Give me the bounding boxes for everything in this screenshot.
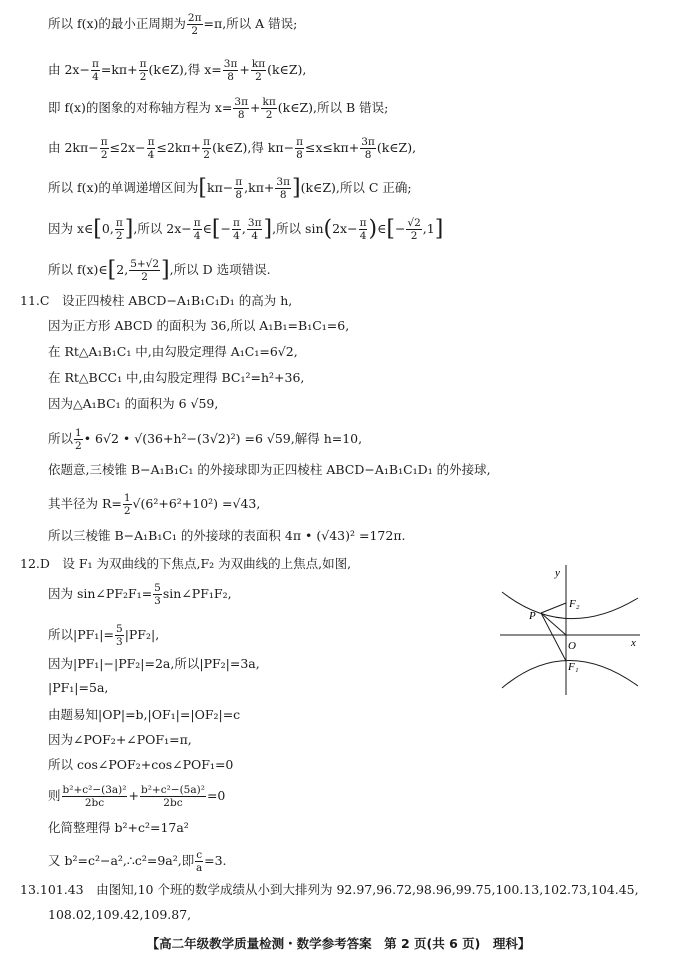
bracket: ]	[263, 216, 273, 242]
text: 2x−	[332, 221, 358, 236]
fraction: $\frac{\pi}{8}$	[235, 176, 243, 201]
fraction: $\frac{3\pi}{8}$	[361, 136, 375, 161]
q11-line: 在 Rt△A₁B₁C₁ 中,由勾股定理得 A₁C₁=6√2,	[48, 344, 298, 359]
text: ,	[241, 221, 246, 236]
text: 则	[48, 788, 61, 803]
q12-line	[48, 623, 159, 648]
page-footer: 【高二年级教学质量检测・数学参考答案 第 2 页(共 6 页) 理科】	[146, 936, 531, 951]
bracket: [	[198, 175, 207, 201]
fraction: $\frac{3\pi}{8}$	[276, 176, 291, 201]
fraction: $\frac{3\pi}{8}$	[234, 96, 248, 121]
q11-line: 所以三棱锥 B−A₁B₁C₁ 的外接球的表面积 4π • (√43)² =172π.	[48, 528, 406, 543]
text: (k∈Z),	[267, 62, 307, 77]
bracket: [	[211, 216, 221, 242]
segment-p-f2	[541, 603, 566, 613]
text-line	[48, 176, 412, 201]
fraction: $\frac{\text{b²+c²−(5a)²}}{2bc}$	[140, 784, 205, 809]
fraction: $\frac{5+√2}{2}$	[130, 258, 160, 283]
text: =3.	[204, 853, 227, 868]
text: ∈	[377, 221, 387, 236]
text: √(6²+6²+10²) =√43,	[132, 496, 261, 511]
q12-line: 所以 cos∠POF₂+cos∠POF₁=0	[48, 757, 234, 772]
label-p: P	[529, 610, 536, 622]
text: +	[250, 100, 261, 115]
text: 又 b²=c²−a²,∴c²=9a²,即	[48, 853, 195, 868]
q13-line: 13.101.43 由图知,10 个班的数学成绩从小到大排列为 92.97,96.72,98.96,99.75,100.13,102.73,104.45,	[20, 882, 639, 897]
text: +	[128, 788, 139, 803]
label-o: O	[568, 640, 576, 652]
text-line	[48, 136, 416, 161]
text: sin∠PF₁F₂,	[162, 586, 232, 601]
bracket: [	[386, 216, 395, 242]
fraction: $\frac{\pi}{2}$	[203, 136, 211, 161]
bracket: ]	[434, 216, 444, 242]
q13-line: 108.02,109.42,109.87,	[48, 907, 192, 922]
text: ≤x≤kπ+	[304, 140, 360, 155]
text-line	[48, 12, 297, 37]
q11-line: 在 Rt△BCC₁ 中,由勾股定理得 BC₁²=h²+36,	[48, 370, 305, 385]
q12-line	[48, 582, 232, 607]
text: 所以	[48, 431, 74, 446]
text: +	[239, 62, 250, 77]
text: −	[394, 221, 406, 236]
text: (k∈Z),得 kπ−	[212, 140, 295, 155]
text: 所以 f(x)的最小正周期为	[48, 16, 186, 31]
text-line	[48, 58, 306, 83]
text: =π,所以 A 错误;	[203, 16, 298, 31]
fraction: $\frac{\pi}{2}$	[100, 136, 108, 161]
segment-p-f1	[541, 613, 566, 661]
fraction: $\frac{\pi}{4}$	[147, 136, 155, 161]
q12-line	[48, 849, 227, 874]
text: • 6√2 • √(36+h²−(3√2)²) =6 √59,解得 h=10,	[83, 431, 363, 446]
fraction: $\frac{√2}{2}$	[407, 217, 421, 242]
text: 所以 f(x)的单调递增区间为	[48, 180, 199, 195]
fraction: $\frac{\pi}{8}$	[296, 136, 303, 161]
paren: )	[368, 216, 378, 242]
fraction: $\frac{5}{3}$	[116, 623, 123, 648]
paren: (	[323, 216, 333, 242]
text: (k∈Z),所以 C 正确;	[300, 180, 412, 195]
hyperbola-figure	[500, 560, 650, 700]
bracket: ]	[292, 175, 301, 201]
q11-line: 11.C 设正四棱柱 ABCD−A₁B₁C₁D₁ 的高为 h,	[20, 293, 293, 308]
text: ,1	[422, 221, 435, 236]
fraction: $\frac{k\pi}{2}$	[262, 96, 276, 121]
text: ≤2x−	[109, 140, 146, 155]
text: 由 2x−	[48, 62, 90, 77]
fraction: $\frac{\pi}{4}$	[91, 58, 99, 83]
fraction: $\frac{\pi}{4}$	[193, 217, 201, 242]
bracket: [	[107, 257, 117, 283]
text: ,所以 2x−	[133, 221, 192, 236]
fraction: $\frac{c}{a}$	[196, 849, 203, 874]
q12-line: 因为|PF₁|−|PF₂|=2a,所以|PF₂|=3a,	[48, 656, 260, 671]
q11-line: 依题意,三棱锥 B−A₁B₁C₁ 的外接球即为正四棱柱 ABCD−A₁B₁C₁D₁ 的外接球,	[48, 462, 491, 477]
text: 由 2kπ−	[48, 140, 99, 155]
label-x: x	[631, 637, 636, 649]
text: |PF₂|,	[124, 627, 160, 642]
text: =kπ+	[100, 62, 138, 77]
label-f2: F₂	[569, 598, 580, 610]
text-line	[48, 217, 443, 242]
text: 2,	[116, 262, 129, 277]
fraction: $\frac{1}{2}$	[123, 492, 131, 517]
fraction: $\frac{2\pi}{2}$	[187, 12, 202, 37]
text: =0	[206, 788, 226, 803]
q12-line: 12.D 设 F₁ 为双曲线的下焦点,F₂ 为双曲线的上焦点,如图,	[20, 556, 352, 571]
q12-line	[48, 784, 225, 809]
bracket: [	[93, 216, 102, 242]
text: (k∈Z),	[376, 140, 417, 155]
text: −	[220, 221, 231, 236]
bracket: ]	[161, 257, 170, 283]
text: 所以|PF₁|=	[48, 627, 114, 642]
text: 因为 sin∠PF₂F₁=	[48, 586, 153, 601]
fraction: $\frac{k\pi}{2}$	[251, 58, 266, 83]
text: 即 f(x)的图象的对称轴方程为 x=	[48, 100, 233, 115]
fraction: $\frac{1}{2}$	[75, 427, 82, 452]
q11-line	[48, 492, 260, 517]
text: (k∈Z),所以 B 错误;	[277, 100, 389, 115]
q11-line	[48, 427, 362, 452]
text: ≤2kπ+	[156, 140, 202, 155]
q11-line: 因为正方形 ABCD 的面积为 36,所以 A₁B₁=B₁C₁=6,	[48, 318, 350, 333]
text: 因为 x∈	[48, 221, 94, 236]
text-line	[48, 258, 271, 283]
text: (k∈Z),得 x=	[148, 62, 222, 77]
fraction: $\frac{5}{3}$	[154, 582, 161, 607]
text: 其半径为 R=	[48, 496, 122, 511]
text: ,所以 D 选项错误.	[169, 262, 271, 277]
q12-line: 因为∠POF₂+∠POF₁=π,	[48, 732, 192, 747]
text: kπ−	[207, 180, 234, 195]
fraction: $\frac{\pi}{2}$	[139, 58, 147, 83]
text: 0,	[101, 221, 114, 236]
text-line	[48, 96, 388, 121]
text: ∈	[202, 221, 212, 236]
q12-line: 化简整理得 b²+c²=17a²	[48, 820, 189, 835]
fraction: $\frac{\pi}{2}$	[115, 217, 123, 242]
q12-line: |PF₁|=5a,	[48, 680, 109, 695]
q11-line: 因为△A₁BC₁ 的面积为 6 √59,	[48, 396, 219, 411]
fraction: $\frac{\pi}{4}$	[359, 217, 367, 242]
text: ,kπ+	[244, 180, 275, 195]
label-f1: F₁	[568, 661, 579, 673]
q12-line: 由题易知|OP|=b,|OF₁|=|OF₂|=c	[48, 707, 241, 722]
label-y: y	[555, 567, 560, 579]
fraction: $\frac{\pi}{4}$	[233, 217, 240, 242]
bracket: ]	[124, 216, 134, 242]
fraction: $\frac{3\pi}{4}$	[247, 217, 262, 242]
text: 所以 f(x)∈	[48, 262, 108, 277]
fraction: $\frac{\text{b²+c²−(3a)²}}{2bc}$	[62, 784, 127, 809]
fraction: $\frac{3\pi}{8}$	[223, 58, 238, 83]
text: ,所以 sin	[272, 221, 324, 236]
